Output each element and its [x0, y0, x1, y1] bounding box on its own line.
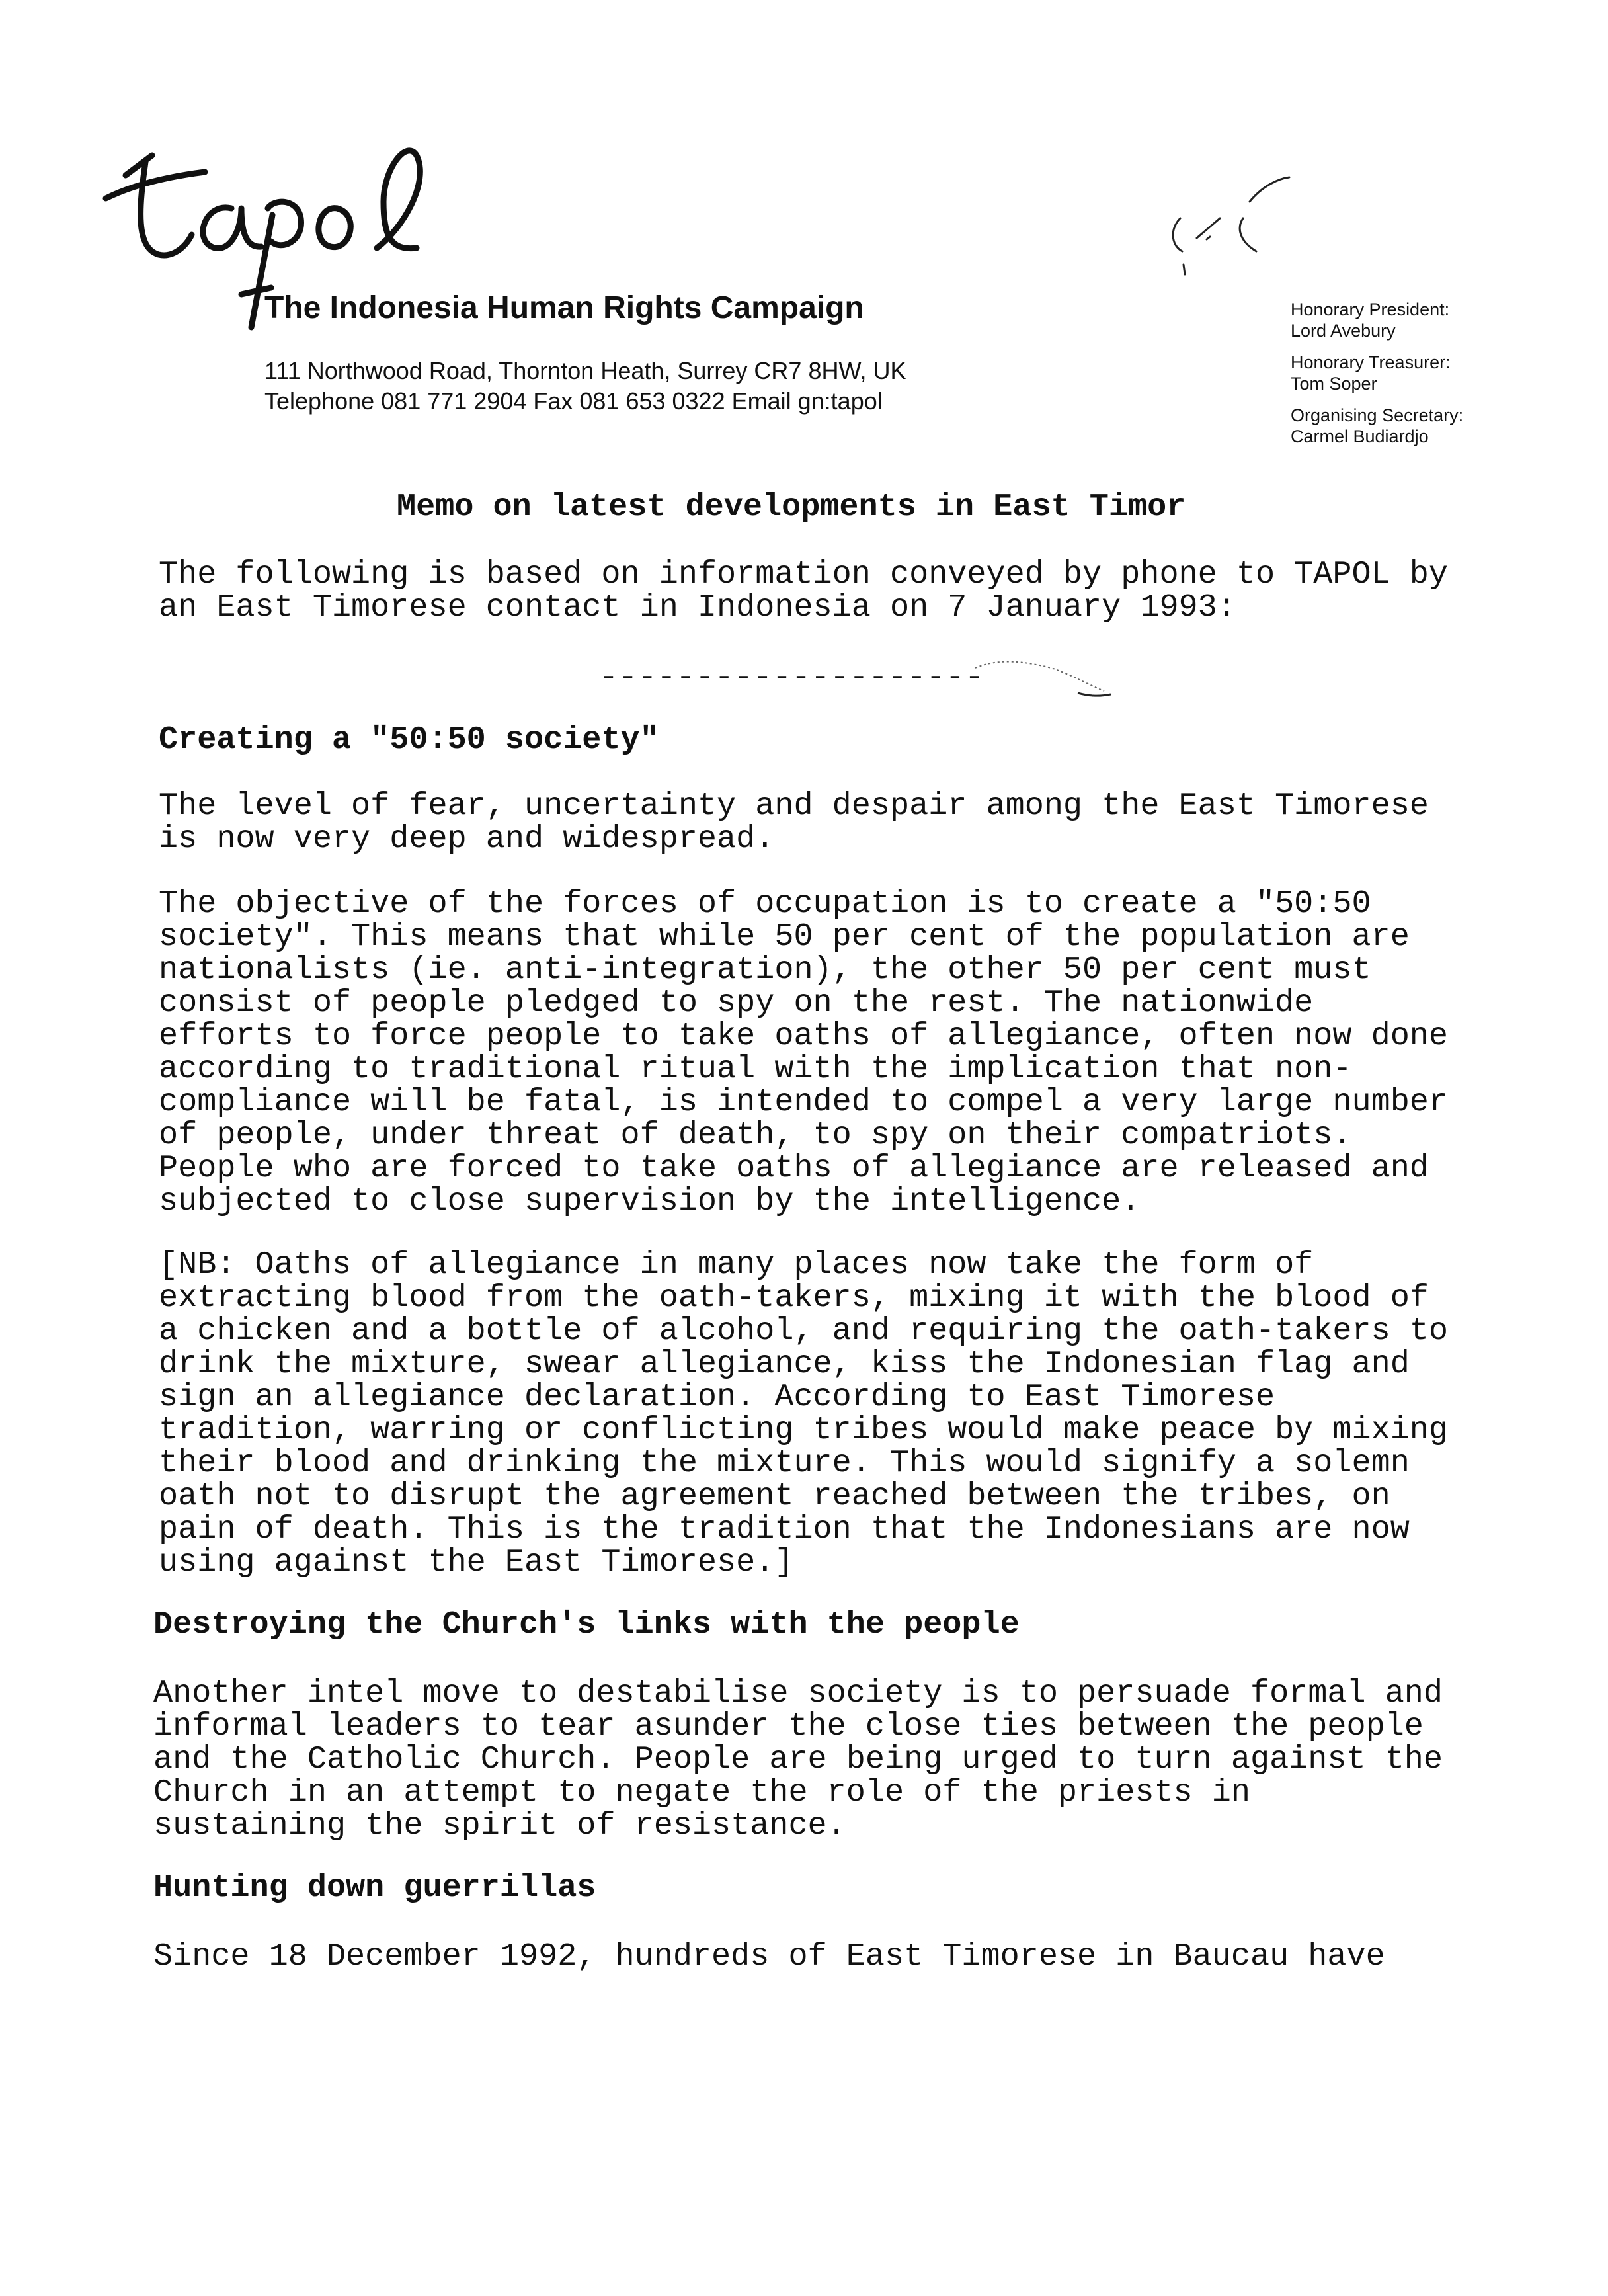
- body-paragraph: Another intel move to destabilise society is to persuade formal and informal leaders to tear asunder the close ties between the people and the Catholic Church. People are being urged to turn against the Church in an attempt to negate the role of the priests in sustaining the spirit of resistance.: [153, 1675, 1443, 1844]
- address-block: [264, 356, 906, 417]
- officer-entry: [1291, 405, 1529, 447]
- separator-line: --------------------: [599, 659, 985, 696]
- organization-name: The Indonesia Human Rights Campaign: [264, 290, 864, 325]
- postal-address: 111 Northwood Road, Thornton Heath, Surrey CR7 8HW, UK: [264, 357, 906, 384]
- officer-role: Honorary President:: [1291, 300, 1450, 319]
- officer-entry: [1291, 299, 1529, 341]
- body-paragraph: [NB: Oaths of allegiance in many places now take the form of extracting blood from the oath-takers, mixing it with the blood of a chicken and a bottle of alcohol, and requiring the oath-takers to drink the mixture, swear allegiance, kiss the Indonesian flag and sign an allegiance declaration. According to East Timorese tradition, warring or conflicting tribes would make peace by mixing their blood and drinking the mixture. This would signify a solemn oath not to disrupt the agreement reached between the tribes, on pain of death. This is the tradition that the Indonesians are now using against the East Timorese.]: [159, 1247, 1449, 1580]
- section-heading: Destroying the Church's links with the people: [153, 1606, 1020, 1643]
- pen-stroke: [972, 655, 1137, 708]
- officer-entry: [1291, 352, 1529, 394]
- body-paragraph: The objective of the forces of occupation is to create a "50:50 society". This means that while 50 per cent of the population are nationalists (ie. anti-integration), the other 50 per cent must consist of people pledged to spy on the rest. The nationwide efforts to force people to take oaths of allegiance, often now done according to traditional ritual with the implication that non- compliance will be fatal, is intended to compel a very large number of people, under threat of death, to spy on their compatriots. People who are forced to take oaths of allegiance are released and subjected to close supervision by the intelligence.: [159, 885, 1449, 1219]
- body-paragraph: Since 18 December 1992, hundreds of East Timorese in Baucau have: [153, 1938, 1385, 1975]
- memo-title: Memo on latest developments in East Timor: [397, 489, 1186, 525]
- officer-name: Lord Avebury: [1291, 321, 1396, 341]
- section-heading: Creating a "50:50 society": [159, 721, 659, 758]
- contact-numbers: Telephone 081 771 2904 Fax 081 653 0322 Email gn:tapol: [264, 388, 883, 415]
- officer-role: Honorary Treasurer:: [1291, 352, 1451, 372]
- handwritten-mark: [1157, 165, 1309, 291]
- officer-role: Organising Secretary:: [1291, 405, 1464, 425]
- intro-paragraph: The following is based on information conveyed by phone to TAPOL by an East Timorese contact in Indonesia on 7 January 1993:: [159, 556, 1449, 626]
- body-paragraph: The level of fear, uncertainty and despair among the East Timorese is now very deep and widespread.: [159, 788, 1429, 857]
- officer-name: Tom Soper: [1291, 374, 1377, 393]
- section-heading: Hunting down guerrillas: [153, 1869, 596, 1906]
- officers-list: [1291, 299, 1529, 458]
- officer-name: Carmel Budiardjo: [1291, 427, 1429, 446]
